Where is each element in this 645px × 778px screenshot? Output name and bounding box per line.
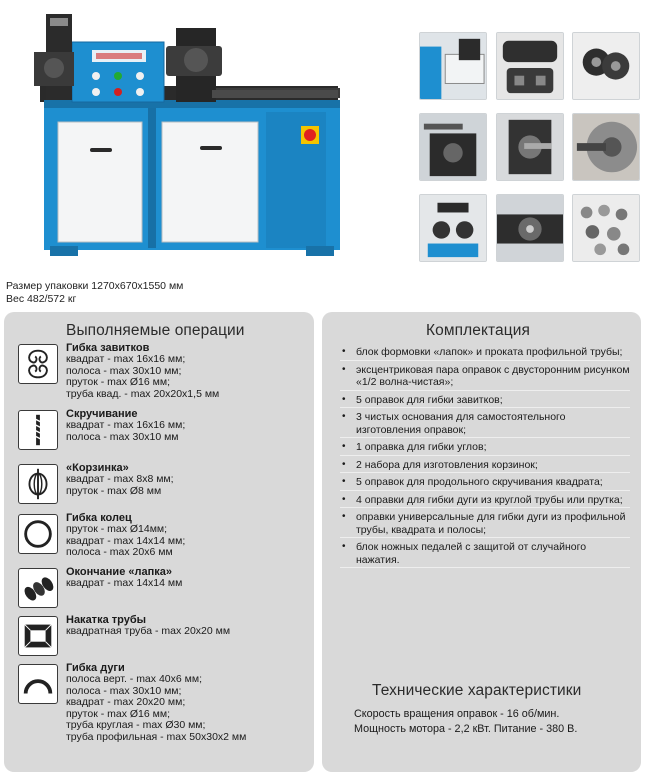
list-item: • 3 чистых основания для самостоятельного изготовления оправок;: [340, 411, 630, 438]
operation-spec: пруток - max Ø8 мм: [66, 484, 162, 497]
operation-spec: труба круглая - max Ø30 мм;: [66, 719, 206, 731]
thumbnail-disk: [572, 113, 640, 181]
list-item: • 5 оправок для продольного скручивания квадрата;: [340, 476, 630, 491]
rollers-icon: [420, 195, 486, 261]
operation-title: Гибка колец: [66, 512, 132, 524]
thumbnail-tool-set: [572, 194, 640, 262]
operation-title: Скручивание: [66, 408, 138, 420]
mandrel-icon: [497, 114, 563, 180]
thumbnail-machine-panel: [419, 32, 487, 100]
packaging-size: Размер упаковки 1270x670x1550 мм: [6, 280, 184, 292]
operation-spec: труба квад. - max 20x20x1,5 мм: [66, 387, 220, 400]
thumbnail-rollers: [419, 194, 487, 262]
spec-motor-power: Мощность мотора - 2,2 кВт. Питание - 380 В.: [354, 723, 578, 735]
operation-spec: квадрат - max 14x14 мм: [66, 577, 183, 589]
operation-spec: пруток - max Ø16 мм;: [66, 707, 170, 720]
operation-title: Гибка завитков: [66, 342, 150, 354]
list-item: • блок ножных педалей с защитой от случайного нажатия.: [340, 541, 630, 568]
operation-spec: пруток - max Ø14мм;: [66, 523, 168, 535]
list-item: • блок формовки «лапок» и проката профильной трубы;: [340, 346, 630, 361]
disk-icon: [573, 114, 639, 180]
kit-title: Комплектация: [426, 322, 530, 339]
kit-panel: [322, 312, 641, 772]
operation-spec: квадрат - max 8x8 мм;: [66, 473, 174, 485]
thumbnail-bending-head: [419, 113, 487, 181]
operation-title: «Корзинка»: [66, 462, 129, 474]
operation-spec: квадрат - max 16x16 мм;: [66, 353, 186, 365]
thumbnail-gears: [572, 32, 640, 100]
mandrel-closeup-icon: [497, 195, 563, 261]
operations-panel: [4, 312, 314, 772]
operation-spec: полоса - max 30x10 мм;: [66, 684, 182, 697]
operation-spec: полоса верт. - max 40x6 мм;: [66, 673, 202, 685]
packaging-weight: Вес 482/572 кг: [6, 293, 77, 305]
pipe-knurl-icon: [18, 616, 58, 656]
specs-title: Технические характеристики: [372, 682, 582, 699]
tool-set-icon: [573, 195, 639, 261]
operation-title: Накатка трубы: [66, 614, 147, 626]
operation-spec: полоса - max 20x6 мм: [66, 546, 173, 558]
operation-spec: квадрат - max 20x20 мм;: [66, 696, 186, 708]
twist-icon: [18, 410, 58, 450]
list-item: • 1 оправка для гибки углов;: [340, 441, 630, 456]
operation-spec: пруток - max Ø16 мм;: [66, 376, 170, 388]
ring-icon: [18, 514, 58, 554]
basket-icon: [18, 464, 58, 504]
operation-spec: полоса - max 30x10 мм;: [66, 364, 182, 377]
operation-spec: полоса - max 30x10 мм: [66, 430, 179, 443]
operation-title: Гибка дуги: [66, 662, 125, 674]
operation-spec: труба профильная - max 50x30x2 мм: [66, 730, 247, 743]
list-item: • оправки универсальные для гибки дуги из профильной трубы, квадрата и полосы;: [340, 511, 630, 538]
operations-title: Выполняемые операции: [66, 322, 245, 339]
arc-icon: [18, 664, 58, 704]
thumbnail-dies: [496, 32, 564, 100]
list-item: • 4 оправки для гибки дуги из круглой трубы или прутка;: [340, 494, 630, 509]
operation-spec: квадрат - max 14x14 мм;: [66, 534, 186, 547]
paw-icon: [18, 568, 58, 608]
scroll-curl-icon: [18, 344, 58, 384]
gears-icon: [573, 33, 639, 99]
spec-rotation-speed: Скорость вращения оправок - 16 об/мин.: [354, 708, 560, 720]
machine-panel-icon: [420, 33, 486, 99]
thumbnail-mandrel-closeup: [496, 194, 564, 262]
list-item: • 2 набора для изготовления корзинок;: [340, 459, 630, 474]
kit-list: [340, 346, 630, 571]
list-item: • эксцентриковая пара оправок с двусторонним рисунком «1/2 волна-чистая»;: [340, 364, 630, 391]
bending-head-icon: [420, 114, 486, 180]
operation-spec: квадрат - max 16x16 мм;: [66, 419, 186, 431]
operation-title: Окончание «лапка»: [66, 566, 172, 578]
machine-illustration: [0, 0, 380, 275]
dies-icon: [497, 33, 563, 99]
operation-spec: квадратная труба - max 20x20 мм: [66, 625, 231, 637]
list-item: • 5 оправок для гибки завитков;: [340, 394, 630, 409]
thumbnail-mandrel: [496, 113, 564, 181]
